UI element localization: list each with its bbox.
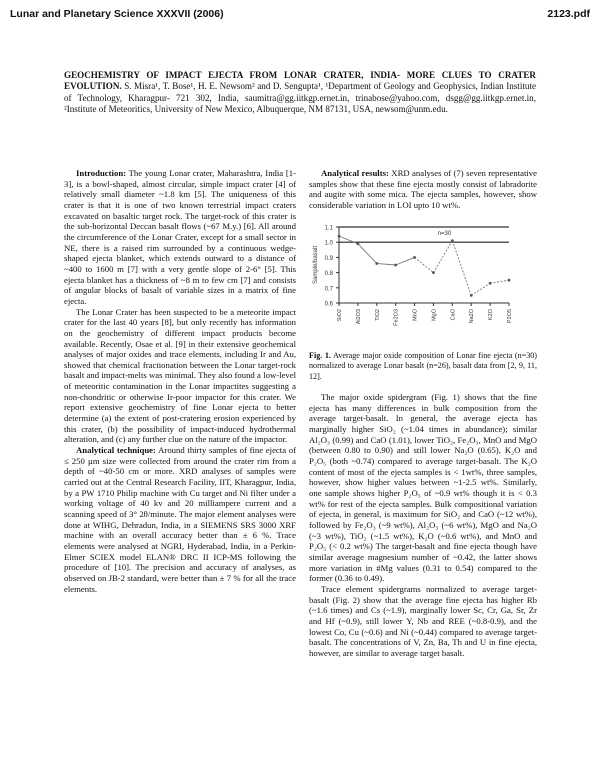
series-segment bbox=[471, 283, 490, 295]
x-tick-label: P2O5 bbox=[507, 308, 513, 323]
series-segment bbox=[396, 257, 415, 265]
data-point bbox=[470, 294, 473, 297]
x-tick-label: CaO bbox=[450, 308, 457, 320]
series-segment bbox=[415, 257, 434, 272]
data-point bbox=[508, 278, 511, 281]
y-tick-label: 0.9 bbox=[324, 255, 333, 262]
paper-title: GEOCHEMISTRY OF IMPACT EJECTA FROM LONAR CRATER, INDIA- MORE CLUES TO CRATER EVOLUTION. bbox=[64, 70, 536, 92]
authors-affiliations: S. Misra¹, T. Bose¹, H. E. Newsom² and D. Sengupta¹, ¹Department of Geology and Geophysics, Indian Institute of Technology, Kharagpur- 721 302, India, saumitra@gg.iitkgp.ernet.in, trinabose@yahoo.com, dsgg@gg.iitkgp.ernet.in, ²Institute of Meteoritics, University of New Mexico, Albuquerque, NM 87131, USA, newsom@unm.edu. bbox=[64, 81, 536, 115]
data-point bbox=[375, 262, 378, 265]
figure-caption bbox=[309, 351, 537, 383]
technique-heading: Analytical technique: bbox=[76, 445, 156, 456]
left-column bbox=[64, 168, 296, 594]
oxide-spidergram-chart bbox=[309, 219, 537, 347]
series-segment bbox=[433, 240, 452, 272]
caption-text: Average major oxide composition of Lonar fine ejecta (n=30) normalized to average Lonar basalt (n=26), basalt data from [2, 9, 11, 12]. bbox=[309, 350, 537, 381]
data-point bbox=[394, 263, 397, 266]
y-axis-label: Sample/basalt bbox=[313, 245, 319, 284]
paragraph: Trace element spidergrams normalized to average target-basalt (Fig. 2) show that the average fine ejecta has higher Rb (~1.6 times) and Cs (~1.9), marginally lower Sc, Cr, Ga, Sr, Zr and Hf (~0.9), still lower Y, Nb and REE (~0.8-0.9), and the lowest Co, Cu (~0.6) and Ni (~0.44) compared to average target-basalt. The concentrations of V, Zn, Ba, Th and U in fine ejecta, however, are similar to average target basalt. bbox=[309, 583, 537, 658]
x-tick-label: Fe2O3 bbox=[393, 308, 400, 326]
y-tick-label: 1.1 bbox=[324, 225, 333, 232]
series-segment bbox=[490, 280, 509, 283]
x-tick-label: TiO2 bbox=[374, 308, 381, 321]
figure-label: Fig. 1. bbox=[309, 350, 331, 360]
series-segment bbox=[358, 243, 377, 263]
intro-paragraph bbox=[64, 168, 296, 307]
results-paragraph bbox=[309, 168, 537, 211]
paragraph: The Lonar Crater has been suspected to be a meteorite impact crater for the last 40 years [8], but only recently has information on the geochemistry of different impact products become available. Recently, Osae et al. [9] in their extensive geochemical analyses of major oxides and trace elements, including Ir and Au, showed that chemical fractionation between the Lonar target-rock basalt and impact-melts was minimal. They also found a low-level of meteoritic contamination in the Lonar impactites suggesting a non-chondritic or otherwise Ir-poor impactor for this crater. We report extensive geochemistry of fine Lonar ejecta to better determine (a) the extent of post-cratering erosion experienced by this crater, (b) the possibility of impact-induced hydrothermal alteration, and (c) any further clue on the nature of the impactor. bbox=[64, 306, 296, 445]
right-column bbox=[309, 168, 537, 659]
intro-text: The young Lonar crater, Maharashtra, India [1-3], is a bowl-shaped, almost circular, simple impact crater [4] of relatively small diameter ~1.8 km [5]. The uniqueness of this crater is that it is one of two known terrestrial impact craters excavated on basaltic target rock. The target-rock of this crater is the sub-horizontal Deccan basalt flows (~67 M.y.) [6]. All around the circumference of the Lonar Crater, except for a small sector in NE, there is a raised rim surrounded by a continuous wedge-shaped ejecta blanket, which extends outward to a distance of ~400 to 1600 m [7] with a very gentle slope of 2-6° [5]. This ejecta blanket has a thickness of ~8 m to few cm [7] and consists of angular blocks of basalt of variable sizes in a matrix of fine ejecta. bbox=[64, 168, 296, 306]
y-tick-label: 1.0 bbox=[324, 240, 333, 247]
series-segment bbox=[377, 263, 396, 265]
x-tick-label: Al2O3 bbox=[355, 308, 362, 324]
y-tick-label: 0.6 bbox=[324, 301, 333, 308]
series-segment bbox=[452, 240, 471, 295]
data-point bbox=[489, 281, 492, 284]
chart-annotation: n=30 bbox=[437, 230, 452, 237]
title-block bbox=[64, 70, 536, 116]
x-tick-label: MnO bbox=[412, 308, 419, 321]
figure-1 bbox=[309, 219, 537, 347]
x-tick-label: MgO bbox=[431, 308, 438, 321]
running-header: Lunar and Planetary Science XXXVII (2006) bbox=[10, 8, 224, 20]
page-id: 2123.pdf bbox=[547, 8, 590, 20]
data-point bbox=[432, 271, 435, 274]
y-tick-label: 0.7 bbox=[324, 285, 333, 292]
intro-heading: Introduction: bbox=[76, 168, 127, 178]
x-tick-label: SiO2 bbox=[337, 308, 343, 321]
x-tick-label: K2O bbox=[488, 308, 495, 320]
data-point bbox=[338, 234, 341, 237]
results-heading: Analytical results: bbox=[321, 168, 389, 178]
results-text: XRD analyses of (7) seven representative samples show that these fine ejecta mostly consist of labradorite and augite with some mica. The ejecta samples, however, show considerable variation in LOI upto 10 wt%. bbox=[309, 168, 537, 210]
data-point bbox=[356, 242, 359, 245]
data-point bbox=[413, 256, 416, 259]
x-tick-label: Na2O bbox=[469, 308, 476, 323]
paragraph: The major oxide spidergram (Fig. 1) shows that the fine ejecta has many differences in bulk composition from the average target-basalt. In general, the average ejecta has marginally higher SiO₂ (~1.04 times in abundance); similar Al₂O₃ (0.99) and CaO (1.01), lower TiO₂, Fe₂O₃, MnO and MgO (between 0.80 to 0.90) and still lower Na₂O (0.65), K₂O and P₂O₅ (both ~0.74) compared to average target-basalt. The K₂O content of most of the ejecta samples is < 1wt%, three samples, however, show higher values between ~1-2.5 wt%. Similarly, one sample shows higher P₂O₅ of ~0.9 wt% though it is < 0.3 wt% for rest of the ejecta samples. Bulk compositional variation of ejecta, in general, is maximum for SiO₂ and CaO (~12 wt%), followed by Fe₂O₃ (~9 wt%), Al₂O₃ (~6 wt%), MgO and Na₂O (~3 wt%), TiO₂ (~1.5 wt%), K₂O (~0.6 wt%), and MnO and P₂O₅ (< 0.2 wt%) The target-basalt and fine ejecta though have similar average magnesium number of ~0.42, the latter shows more variation in #Mg values (0.31 to 0.54) compared to the former (0.36 to 0.49). bbox=[309, 392, 537, 584]
y-tick-label: 0.8 bbox=[324, 270, 333, 277]
technique-paragraph bbox=[64, 445, 296, 594]
technique-text: Around thirty samples of fine ejecta of ≤ 250 µm size were collected from around the crater rim from a depth of ~40-50 cm or more. XRD analyses of samples were carried out at the Central Research Facility, IIT, Kharagpur, India, by a PW 1710 Philip machine with Cu target and Ni filter under a working voltage of 40 kv and 20 milliampere current and a scanning speed of 3° 2θ/minute. The major element analyses were done at WIHG, Dehradun, India, in a SIEMENS SRS 3000 XRF machine with an overall accuracy better than ± 6 %. Trace elements were analysed at NGRI, Hyderabad, India, in a Perkin-Elmer SCIEX model ELAN® DRC II ICP-MS following the procedure of [10]. The precision and accuracy of analyses, as observed on JB-2 standard, were better than ± 7 % for all the trace elements. bbox=[64, 445, 296, 594]
data-point bbox=[451, 239, 454, 242]
